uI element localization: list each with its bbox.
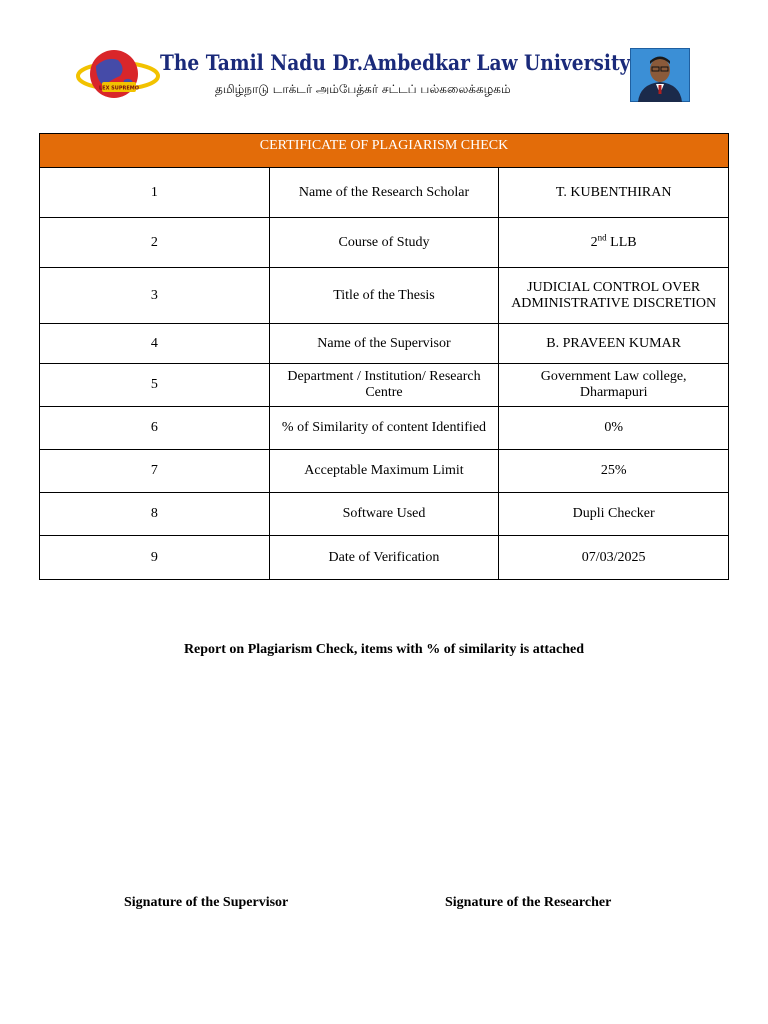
row-value: B. PRAVEEN KUMAR xyxy=(499,324,729,364)
row-value: T. KUBENTHIRAN xyxy=(499,168,729,218)
table-row xyxy=(40,450,729,493)
row-label: Software Used xyxy=(269,493,499,536)
row-number: 7 xyxy=(40,450,270,493)
row-number: 6 xyxy=(40,407,270,450)
thesis-title-line: JUDICIAL CONTROL OVER xyxy=(527,279,701,295)
row-value: 25% xyxy=(499,450,729,493)
row-value: Government Law college, Dharmapuri xyxy=(499,364,729,407)
certificate-title: CERTIFICATE OF PLAGIARISM CHECK xyxy=(40,134,729,168)
row-label: % of Similarity of content Identified xyxy=(269,407,499,450)
row-label: Name of the Supervisor xyxy=(269,324,499,364)
row-label: Title of the Thesis xyxy=(269,268,499,324)
logo-motto: LEX SUPREMO xyxy=(98,85,140,92)
table-header-row xyxy=(40,134,729,168)
university-name: The Tamil Nadu Dr.Ambedkar Law University xyxy=(160,50,631,75)
table-row xyxy=(40,493,729,536)
table-row xyxy=(40,324,729,364)
row-label: Acceptable Maximum Limit xyxy=(269,450,499,493)
table-row xyxy=(40,218,729,268)
row-label: Date of Verification xyxy=(269,536,499,580)
portrait-image xyxy=(630,48,690,102)
row-label: Name of the Research Scholar xyxy=(269,168,499,218)
row-number: 5 xyxy=(40,364,270,407)
table-row xyxy=(40,268,729,324)
row-label: Department / Institution/ Research Centre xyxy=(269,364,499,407)
row-number: 3 xyxy=(40,268,270,324)
row-value: 07/03/2025 xyxy=(499,536,729,580)
table-row xyxy=(40,536,729,580)
table-row xyxy=(40,364,729,407)
row-value: Dupli Checker xyxy=(499,493,729,536)
report-note: Report on Plagiarism Check, items with % of similarity is attached xyxy=(183,642,585,657)
row-value-ordinal: nd xyxy=(597,231,607,242)
plagiarism-certificate-table xyxy=(39,133,729,580)
university-name-tamil: தமிழ்நாடு டாக்டர் அம்பேத்கர் சட்டப் பல்கலைக்கழகம் xyxy=(215,82,511,96)
row-number: 9 xyxy=(40,536,270,580)
supervisor-signature-label: Signature of the Supervisor xyxy=(124,895,289,910)
university-logo-icon xyxy=(76,46,160,102)
row-value-number: 2 xyxy=(590,234,598,250)
row-value: 0% xyxy=(499,407,729,450)
row-number: 8 xyxy=(40,493,270,536)
row-label: Course of Study xyxy=(269,218,499,268)
table-row xyxy=(40,407,729,450)
table-row xyxy=(40,168,729,218)
thesis-title-line: ADMINISTRATIVE DISCRETION xyxy=(511,295,717,311)
row-number: 1 xyxy=(40,168,270,218)
row-value-course: LLB xyxy=(606,234,637,250)
row-number: 2 xyxy=(40,218,270,268)
row-number: 4 xyxy=(40,324,270,364)
row-value xyxy=(499,218,729,268)
row-value xyxy=(499,268,729,324)
letterhead xyxy=(70,44,692,104)
researcher-signature-label: Signature of the Researcher xyxy=(445,895,612,910)
